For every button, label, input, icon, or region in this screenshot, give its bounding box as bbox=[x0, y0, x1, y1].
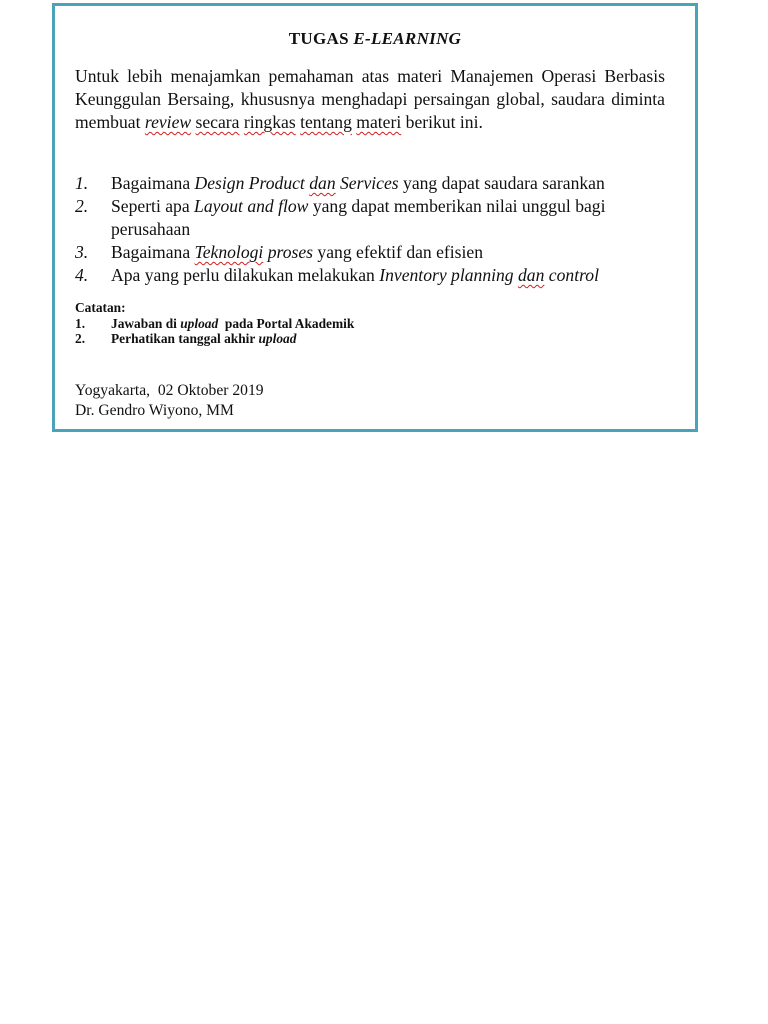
note-text: pada Portal Akademik bbox=[218, 315, 355, 331]
signature-block bbox=[75, 381, 264, 420]
question-flagged-word: dan bbox=[309, 173, 336, 193]
question-item bbox=[75, 264, 675, 287]
intro-review: review bbox=[144, 112, 192, 132]
notes-section bbox=[75, 300, 675, 347]
question-number: 3. bbox=[75, 242, 89, 262]
question-text: yang dapat saudara sarankan bbox=[398, 173, 605, 193]
question-text: yang efektif dan efisien bbox=[313, 242, 484, 262]
question-flagged-word: Teknologi bbox=[194, 242, 264, 262]
question-number: 4. bbox=[75, 265, 89, 285]
question-number: 1. bbox=[75, 173, 89, 193]
document-title bbox=[55, 29, 695, 49]
intro-tentang: tentang bbox=[300, 112, 352, 132]
question-list bbox=[75, 172, 675, 287]
intro-secara: secara bbox=[195, 112, 240, 132]
note-item bbox=[75, 331, 675, 347]
question-text: Apa yang perlu dilakukan melakukan bbox=[111, 265, 380, 285]
intro-materi: materi bbox=[356, 112, 402, 132]
assignment-document bbox=[52, 3, 698, 432]
notes-list bbox=[75, 316, 675, 347]
note-number: 1. bbox=[75, 315, 86, 331]
question-term: Inventory planning bbox=[379, 265, 518, 285]
intro-ringkas: ringkas bbox=[243, 112, 296, 132]
note-term: upload bbox=[258, 331, 297, 347]
intro-end: berikut ini. bbox=[401, 112, 483, 132]
question-term: control bbox=[544, 265, 599, 285]
question-item bbox=[75, 195, 675, 241]
note-item bbox=[75, 316, 675, 332]
place-date: Yogyakarta, 02 Oktober 2019 bbox=[75, 382, 264, 399]
signatory-name: Dr. Gendro Wiyono, MM bbox=[75, 401, 234, 419]
question-text: yang dapat memberikan nilai unggul bagi perusahaan bbox=[111, 196, 606, 239]
question-item bbox=[75, 241, 675, 264]
intro-text: Untuk lebih menajamkan pemahaman atas materi Manajemen Operasi Berbasis Keunggulan Bersaing, khususnya menghadapi persaingan global, saudara diminta membuat bbox=[75, 66, 665, 132]
notes-heading: Catatan: bbox=[75, 300, 126, 315]
note-text: Perhatikan tanggal akhir bbox=[111, 331, 259, 347]
question-number: 2. bbox=[75, 196, 89, 216]
title-italic: E-LEARNING bbox=[353, 29, 462, 48]
question-term: proses bbox=[263, 242, 314, 262]
question-text: Bagaimana bbox=[111, 242, 195, 262]
note-text: Jawaban di bbox=[111, 315, 181, 331]
note-number: 2. bbox=[75, 331, 86, 347]
question-text: Bagaimana bbox=[111, 173, 195, 193]
note-term: upload bbox=[180, 315, 219, 331]
title-main: TUGAS bbox=[288, 29, 354, 48]
question-flagged-word: dan bbox=[518, 265, 545, 285]
question-text: Seperti apa bbox=[111, 196, 195, 216]
question-term: Design Product bbox=[194, 173, 310, 193]
question-term: Services bbox=[335, 173, 399, 193]
intro-paragraph bbox=[75, 65, 665, 134]
question-term: Layout and flow bbox=[194, 196, 309, 216]
question-item bbox=[75, 172, 675, 195]
